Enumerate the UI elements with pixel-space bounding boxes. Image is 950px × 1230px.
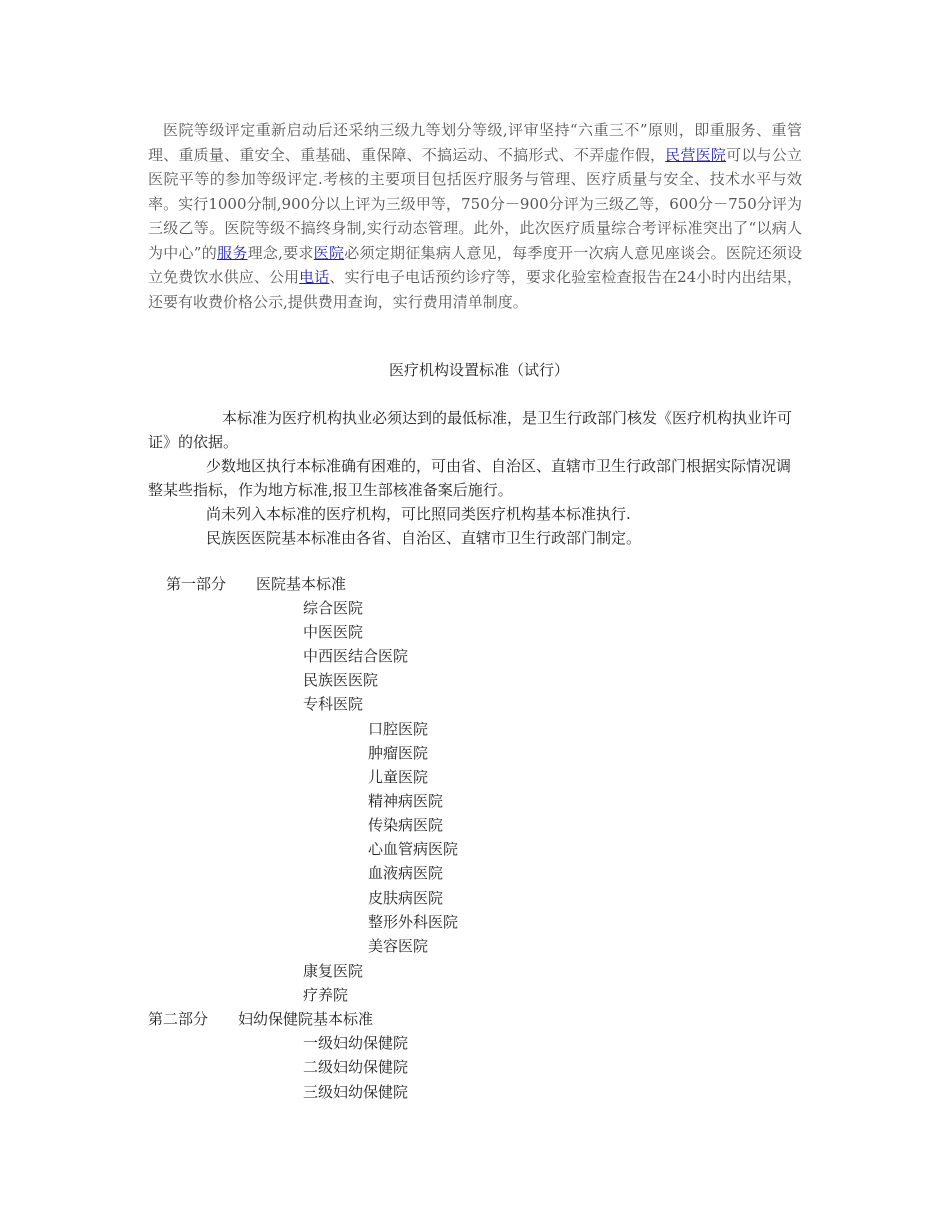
toc-item: 中医医院 xyxy=(303,623,364,641)
toc-item: 一级妇幼保健院 xyxy=(303,1034,409,1052)
standard-paragraph-4: 民族医医院基本标准由各省、自治区、直辖市卫生行政部门制定。 xyxy=(206,529,642,547)
toc-item: 专科医院 xyxy=(303,695,364,713)
intro-paragraph xyxy=(148,118,802,314)
toc-item: 综合医院 xyxy=(303,599,364,617)
toc-subitem: 整形外科医院 xyxy=(368,913,459,931)
toc-item: 疗养院 xyxy=(303,986,349,1004)
part1-title: 医院基本标准 xyxy=(256,575,347,593)
standard-paragraph-2: 少数地区执行本标准确有困难的，可由省、自治区、直辖市卫生行政部门根据实际情况调整某些指标，作为地方标准,报卫生部核准备案后施行。 xyxy=(148,457,792,499)
standard-paragraph-1: 本标准为医疗机构执业必须达到的最低标准，是卫生行政部门核发《医疗机构执业许可证》的依据。 xyxy=(148,409,793,451)
standard-paragraph-3: 尚未列入本标准的医疗机构，可比照同类医疗机构基本标准执行. xyxy=(206,505,631,523)
toc-subitem: 血液病医院 xyxy=(368,864,444,882)
intro-text-3: 理念,要求 xyxy=(247,243,314,262)
toc-subitem: 传染病医院 xyxy=(368,816,444,834)
link-private-hospital[interactable]: 民营医院 xyxy=(665,145,727,164)
toc-item: 三级妇幼保健院 xyxy=(303,1083,409,1101)
toc-subitem: 肿瘤医院 xyxy=(368,744,429,762)
toc-subitem: 美容医院 xyxy=(368,937,429,955)
part1-label: 第一部分 xyxy=(166,575,227,593)
toc-subitem: 精神病医院 xyxy=(368,792,444,810)
section-heading: 医疗机构设置标准（试行） xyxy=(389,361,570,379)
toc-subitem: 皮肤病医院 xyxy=(368,889,444,907)
part2-title: 妇幼保健院基本标准 xyxy=(238,1010,374,1028)
intro-text-1: 医院等级评定重新启动后还采纳三级九等划分等级,评审坚持“六重三不”原则，即重服务、重管理、重质量、重安全、重基础、重保障、不搞运动、不搞形式、不弄虚作假， xyxy=(148,121,802,164)
intro-text-2: 可以与公立医院平等的参加等级评定.考核的主要项目包括医疗服务与管理、医疗质量与安全、技术水平与效率。实行1000分制,900分以上评为三级甲等，750分－900分评为三级乙等，600分－750分评为三级乙等。医院等级不搞终身制,实行动态管理。此外，此次医疗质量综合考评标准突出了“以病人为中心”的 xyxy=(148,145,802,262)
toc-item: 中西医结合医院 xyxy=(303,647,409,665)
link-service[interactable]: 服务 xyxy=(217,243,248,262)
toc-subitem: 儿童医院 xyxy=(368,768,429,786)
toc-item: 二级妇幼保健院 xyxy=(303,1058,409,1076)
toc-subitem: 口腔医院 xyxy=(368,720,429,738)
part2-label: 第二部分 xyxy=(148,1010,209,1028)
toc-item: 民族医医院 xyxy=(303,671,379,689)
link-telephone[interactable]: 电话 xyxy=(299,268,330,286)
intro-text-4: 必须定期征集病人意见，每季度开一次病人意见座谈会。医院还须设立免费饮水供应、公用 xyxy=(148,243,802,286)
intro-text-5: 、实行电子电话预约诊疗等，要求化验室检查报告在24小时内出结果，还要有收费价格公示,提供费用查询，实行费用清单制度。 xyxy=(148,268,802,311)
link-hospital[interactable]: 医院 xyxy=(313,243,345,262)
toc-subitem: 心血管病医院 xyxy=(368,840,459,858)
toc-item: 康复医院 xyxy=(303,962,364,980)
